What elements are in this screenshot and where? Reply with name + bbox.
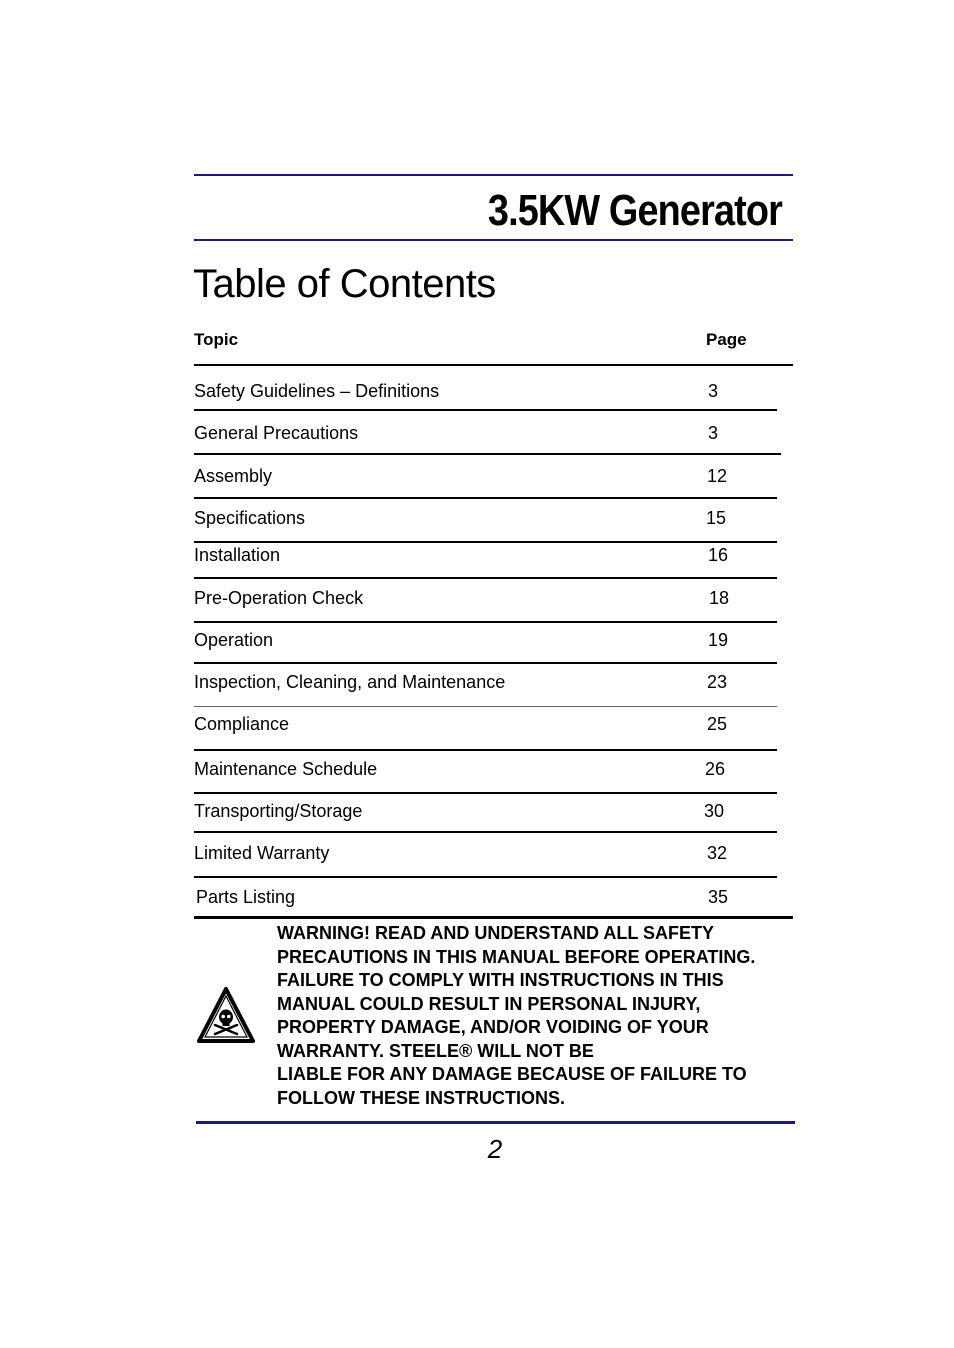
- toc-topic: Assembly: [194, 466, 273, 486]
- toc-page: 16: [708, 545, 729, 565]
- toc-bottom-rule: [194, 916, 793, 919]
- toc-page: 15: [706, 508, 727, 528]
- toc-page: 18: [709, 588, 730, 608]
- footer-rule: [196, 1121, 795, 1124]
- toc-topic: Pre-Operation Check: [194, 588, 364, 608]
- toc-divider: [194, 706, 777, 707]
- safety-warning-text: WARNING! READ AND UNDERSTAND ALL SAFETY PRECAUTIONS IN THIS MANUAL BEFORE OPERATING. FAILURE TO COMPLY WITH INSTRUCTIONS IN THIS MANUAL COULD RESULT IN PERSONAL INJURY, PROPERTY DAMAGE, AND/OR VOIDING OF YOUR WARRANTY. STEELE® WILL NOT BE LIABLE FOR ANY DAMAGE BECAUSE OF FAILURE TO FOLLOW THESE INSTRUCTIONS.: [277, 923, 756, 1108]
- toc-divider: [194, 876, 777, 878]
- topic-column-header: Topic: [194, 330, 239, 349]
- toc-divider: [194, 621, 777, 623]
- toc-divider: [194, 409, 777, 411]
- toc-topic: Limited Warranty: [194, 843, 330, 863]
- toc-header-rule: [194, 364, 793, 366]
- toc-topic: Compliance: [194, 714, 290, 734]
- toc-page: 32: [707, 843, 728, 863]
- toc-page: 3: [708, 381, 719, 401]
- toc-topic: Specifications: [194, 508, 306, 528]
- header-bottom-rule: [194, 239, 793, 241]
- page-column-header: Page: [706, 330, 747, 349]
- toc-divider: [194, 792, 777, 794]
- toc-page: 12: [707, 466, 728, 486]
- toc-page: 3: [708, 423, 719, 443]
- document-title: 3.5KW Generator: [487, 186, 782, 235]
- toc-page: 19: [708, 630, 729, 650]
- toc-page: 35: [708, 887, 729, 907]
- toc-topic: General Precautions: [194, 423, 359, 443]
- toc-divider: [194, 541, 777, 543]
- page-number: 2: [487, 1134, 503, 1164]
- toc-page: 30: [704, 801, 725, 821]
- toc-divider: [194, 662, 777, 664]
- toc-topic: Safety Guidelines – Definitions: [194, 381, 440, 401]
- skull-crossbones-warning-icon: [196, 986, 256, 1044]
- toc-topic: Maintenance Schedule: [194, 759, 378, 779]
- toc-topic: Inspection, Cleaning, and Maintenance: [194, 672, 506, 692]
- toc-topic: Operation: [194, 630, 274, 650]
- header-top-rule: [194, 174, 793, 176]
- toc-page: 26: [705, 759, 726, 779]
- toc-page: 25: [707, 714, 728, 734]
- toc-divider: [194, 831, 777, 833]
- toc-page: 23: [707, 672, 728, 692]
- toc-divider: [194, 497, 777, 499]
- toc-divider: [194, 749, 777, 751]
- toc-topic: Transporting/Storage: [194, 801, 363, 821]
- toc-heading: Table of Contents: [193, 262, 496, 306]
- toc-divider: [194, 453, 781, 455]
- toc-topic: Installation: [194, 545, 281, 565]
- toc-divider: [194, 577, 777, 579]
- toc-topic: Parts Listing: [196, 887, 296, 907]
